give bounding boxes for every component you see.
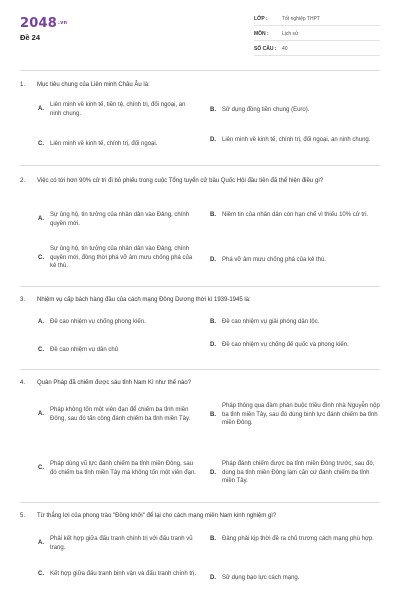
option-text: Phá vỡ âm mưu chống phá của kẻ thù. [222, 257, 327, 263]
option-letter: C. [38, 347, 44, 353]
option-text: Đề cao nhiệm vụ giải phóng dân tộc. [222, 319, 320, 325]
option-3d[interactable] [210, 341, 380, 350]
option-letter: B. [210, 107, 216, 113]
option-2b[interactable] [210, 211, 380, 220]
option-letter: D. [210, 257, 216, 263]
meta-count-row [254, 42, 380, 56]
question-3 [20, 296, 380, 305]
option-4c[interactable] [38, 460, 198, 477]
meta-count-label: SỐ CÂU : [254, 45, 277, 52]
option-5c[interactable] [38, 570, 198, 579]
option-3c[interactable] [38, 346, 198, 355]
option-2d[interactable] [210, 256, 380, 265]
option-letter: C. [38, 141, 44, 147]
option-letter: B. [210, 212, 216, 218]
option-text: Kết hợp giữa đấu tranh binh vận và đấu tranh chính trị. [50, 571, 197, 577]
option-text: Sự ủng hộ, tin tưởng của nhân dân vào Đảng, chính quyền mới. [50, 212, 190, 227]
option-letter: A. [38, 319, 44, 325]
option-text: Đề cao nhiệm vụ dân chủ [50, 347, 119, 353]
question-text: Mục tiêu chung của Liên minh Châu Âu là: [37, 82, 150, 88]
option-letter: A. [38, 216, 44, 223]
option-text: Liên minh về kinh tế, chính trị, đối ngoại. [50, 141, 158, 147]
question-2 [20, 177, 380, 186]
option-4d[interactable] [210, 460, 380, 486]
meta-class-value: Tốt nghiệp THPT [282, 15, 320, 22]
question-5 [20, 512, 380, 521]
option-text: Sử dụng đồng tiền chung (Euro). [222, 107, 310, 113]
option-text: Phải kết hợp giữa đấu tranh chính trị với đấu tranh vũ trang. [50, 536, 193, 551]
option-letter: D. [210, 342, 216, 348]
option-letter: C. [38, 465, 44, 472]
meta-count-value: 40 [282, 45, 288, 52]
header-divider [20, 70, 380, 71]
question-text: Việc có tới hơn 90% cử tri đi bỏ phiếu trong cuộc Tổng tuyển cử bầu Quốc Hội đầu tiên đã thể hiện điều gì? [37, 178, 324, 184]
option-text: Niềm tin của nhân dân còn hạn chế vì thiếu 10% cử tri. [222, 212, 369, 218]
question-number: 2. [20, 178, 26, 184]
meta-class-label: LỚP : [254, 15, 268, 22]
option-4b[interactable] [210, 402, 380, 428]
option-letter: D. [210, 137, 216, 143]
option-letter: D. [210, 575, 216, 581]
option-text: Sự ủng hộ, tin tưởng của nhân dân vào Đảng, chính quyền mới, đồng thời phá vỡ âm mưu chống phá của kẻ thù. [50, 246, 193, 270]
option-4a[interactable] [38, 406, 198, 423]
option-3a[interactable] [38, 318, 198, 327]
option-letter: A. [38, 106, 44, 113]
option-text: Pháp dùng vũ lực đánh chiếm ba tỉnh miền Đông, sau đó chiếm ba tỉnh miền Tây mà không tốn một viên đạn. [50, 461, 196, 476]
question-text: Nhiệm vụ cấp bách hàng đầu của cách mạng Đông Dương thời kì 1939-1945 là: [37, 297, 251, 303]
option-text: Pháp thông qua đàm phán buộc triều đình nhà Nguyễn nộp ba tỉnh miền Tây, sau đó dùng binh lực đánh chiếm ba tỉnh miền Đông. [222, 403, 380, 427]
option-3b[interactable] [210, 318, 380, 327]
option-letter: B. [210, 536, 216, 542]
option-letter: B. [210, 319, 216, 325]
option-5d[interactable] [210, 574, 380, 583]
option-5a[interactable] [38, 535, 198, 552]
option-text: Đề cao nhiệm vụ chống phong kiến. [50, 319, 146, 325]
option-letter: D. [210, 469, 216, 476]
option-text: Pháp không tốn một viên đạn để chiếm ba tỉnh miền Đông, sau đó tấn công đánh chiếm ba tỉnh miền Tây. [50, 407, 191, 422]
site-logo[interactable]: $2048^{.vn}$ [20, 16, 68, 31]
meta-class-row [254, 12, 380, 26]
exam-title: Đề 24 [20, 33, 41, 42]
option-2c[interactable] [38, 245, 198, 271]
option-text: Đảng phải kịp thời đề ra chủ trương cách mạng phù hợp. [222, 536, 374, 542]
option-text: Liên minh về kinh tế, chính trị, đối ngoại, an ninh chung. [222, 137, 371, 143]
option-letter: B. [210, 411, 216, 418]
question-divider [20, 165, 380, 166]
meta-subject-label: MÔN : [254, 30, 269, 37]
question-number: 1. [20, 82, 26, 88]
meta-subject-row [254, 27, 380, 41]
option-1d[interactable] [210, 136, 380, 145]
question-4 [20, 379, 380, 388]
option-2a[interactable] [38, 211, 198, 228]
question-number: 3. [20, 297, 26, 303]
question-1 [20, 81, 380, 90]
question-number: 4. [20, 380, 26, 386]
option-text: Pháp đánh chiếm được ba tỉnh miền Đông trước, sau đó, dùng ba tỉnh miền Đông làm căn cứ đánh chiếm ba tỉnh miền Tây. [222, 461, 375, 485]
question-text: Quân Pháp đã chiếm được sáu tỉnh Nam Kì như thế nào? [37, 380, 192, 386]
option-text: Đề cao nhiệm vụ chống đế quốc và phong kiến. [222, 342, 349, 348]
question-number: 5. [20, 513, 26, 519]
option-letter: A. [38, 411, 44, 418]
option-text: Sử dụng bạo lực cách mạng. [222, 575, 300, 581]
option-text: Liên minh về kinh tế, tiền tệ, chính trị, đối ngoại, an ninh chung. [50, 102, 186, 117]
question-divider [20, 502, 380, 503]
option-1a[interactable] [38, 101, 198, 118]
option-letter: C. [38, 571, 44, 577]
question-divider [20, 286, 380, 287]
option-5b[interactable] [210, 535, 380, 544]
question-divider [20, 369, 380, 370]
option-1c[interactable] [38, 140, 198, 149]
option-1b[interactable] [210, 106, 380, 115]
meta-subject-value: Lịch sử [282, 30, 299, 37]
option-letter: C. [38, 254, 44, 261]
question-text: Từ thắng lợi của phong trào "Đồng khởi" để lại cho cách mạng miền Nam kinh nghiệm gì? [37, 513, 277, 519]
exam-header [0, 0, 400, 72]
option-letter: A. [38, 540, 44, 547]
